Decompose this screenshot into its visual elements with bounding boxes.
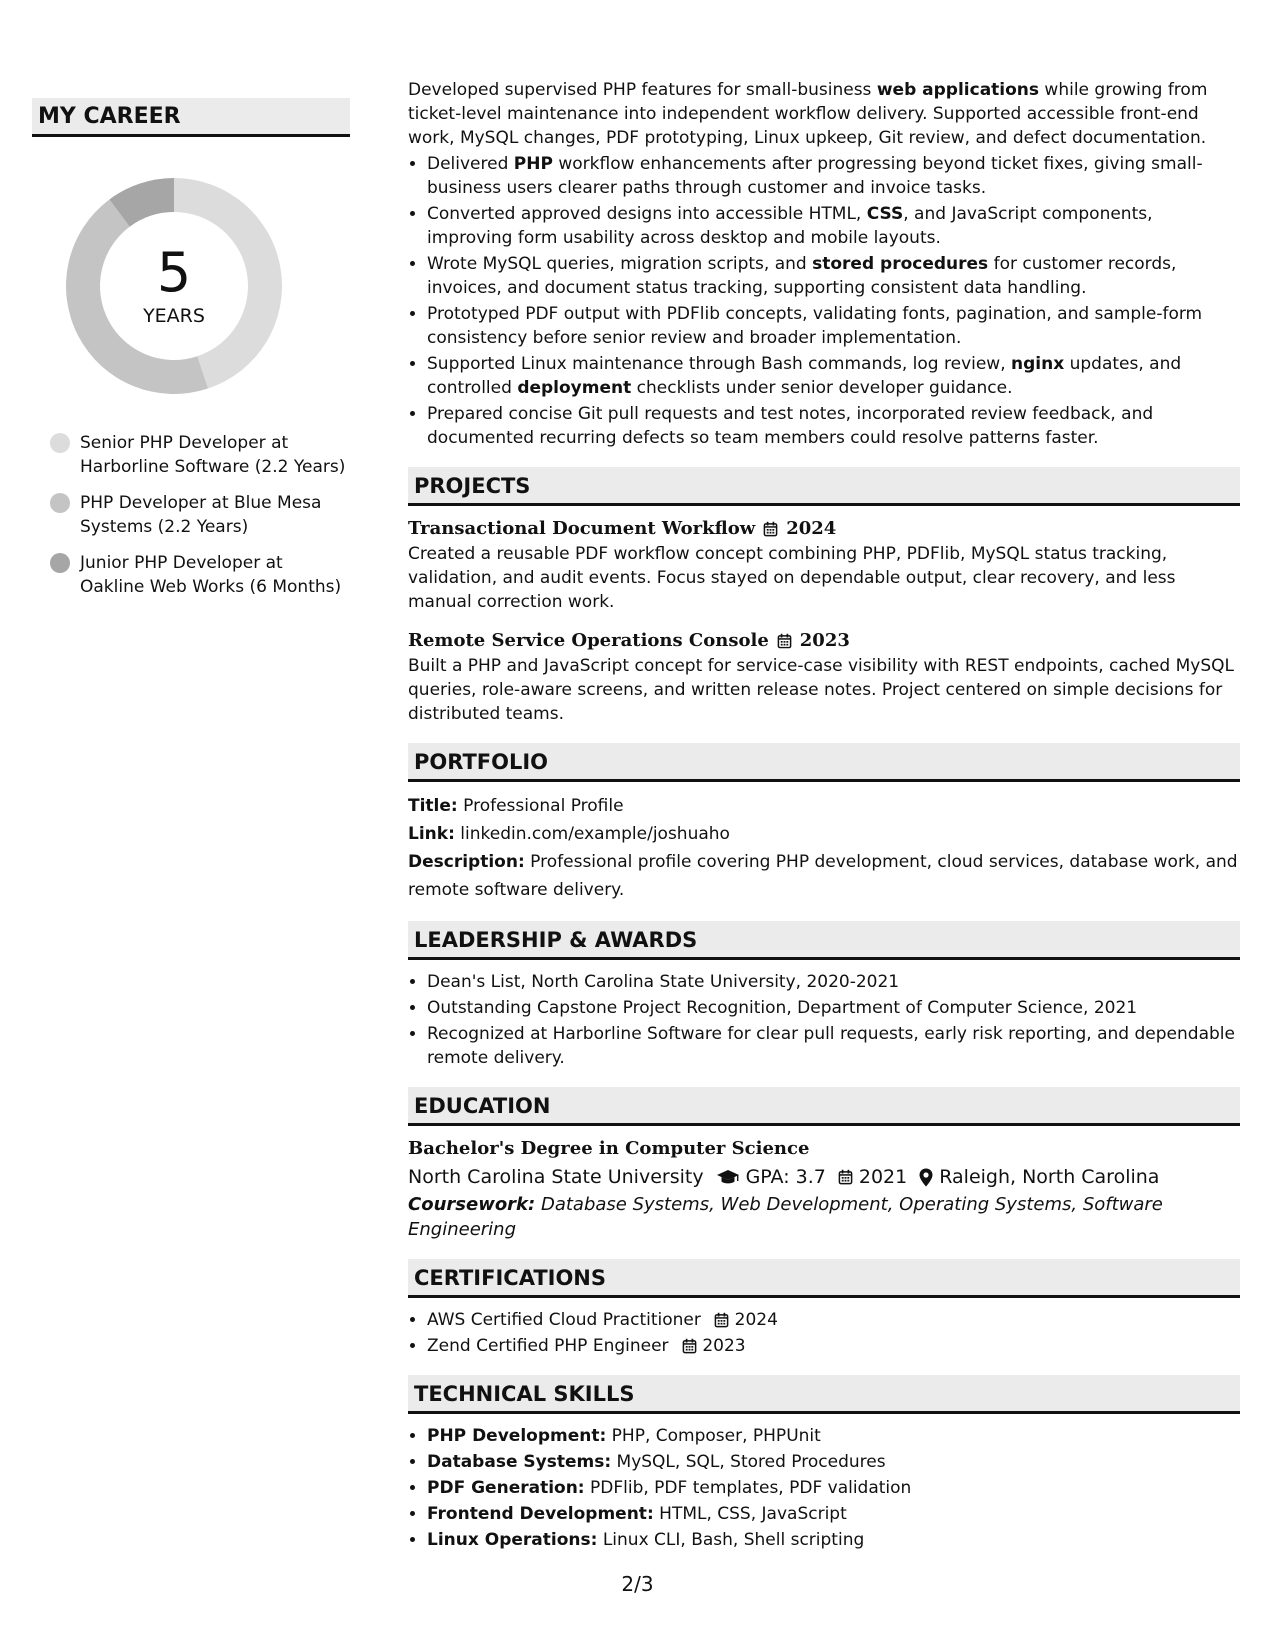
bullet-text: Prepared concise Git pull requests and test notes, incorporated review feedback, and documented recurring defects so team members could resolve patterns faster. — [427, 404, 1154, 448]
projects-section-title: PROJECTS — [408, 467, 1240, 506]
skill-item — [427, 1450, 1240, 1474]
certifications-list — [408, 1308, 1240, 1358]
calendar-icon — [682, 1338, 697, 1354]
award-item: • Dean's List, North Carolina State University, 2020-2021 — [427, 970, 1240, 994]
bullet-bold: deployment — [517, 378, 632, 398]
page-number: 2/3 — [621, 1572, 654, 1596]
calendar-icon — [777, 633, 792, 649]
education-section-title: EDUCATION — [408, 1087, 1240, 1126]
graduation-cap-icon — [716, 1169, 740, 1185]
school-location: Raleigh, North Carolina — [939, 1166, 1160, 1188]
bullet-text: Converted approved designs into accessible HTML, — [427, 204, 867, 224]
project-year: 2023 — [799, 630, 850, 651]
bullet-text: workflow enhancements after progressing beyond ticket fixes, giving small-business users clearer paths through customer and invoice tasks. — [427, 154, 1203, 198]
coursework — [408, 1192, 1240, 1242]
education-details — [408, 1162, 1240, 1192]
calendar-icon — [714, 1312, 729, 1328]
bullet-bold: PHP — [513, 154, 553, 174]
career-legend — [32, 431, 350, 599]
coursework-label: Coursework: — [408, 1194, 536, 1215]
legend-label: Junior PHP Developer at Oakline Web Works (6 Months) — [80, 553, 342, 597]
project-year: 2024 — [786, 518, 837, 539]
career-section-title: MY CAREER — [32, 98, 350, 137]
location-group — [919, 1168, 933, 1187]
certification-name: AWS Certified Cloud Practitioner — [427, 1310, 701, 1330]
certification-year: 2023 — [702, 1336, 746, 1356]
project-heading — [408, 628, 1240, 654]
graduation-year: 2021 — [858, 1166, 908, 1188]
skill-category: Frontend Development: — [427, 1504, 654, 1524]
legend-label: Senior PHP Developer at Harborline Software (2.2 Years) — [80, 433, 346, 477]
experience-bullet — [427, 202, 1240, 250]
project-description: Created a reusable PDF workflow concept combining PHP, PDFlib, MySQL status tracking, validation, and audit events. Focus stayed on dependable output, clear recovery, and less manual correction work. — [408, 544, 1176, 612]
bullet-bold: nginx — [1011, 354, 1065, 374]
bullet-text: checklists under senior developer guidance. — [631, 378, 1013, 398]
skill-values: PDFlib, PDF templates, PDF validation — [590, 1478, 912, 1498]
skill-item — [427, 1528, 1240, 1552]
bullet-text: Supported Linux maintenance through Bash commands, log review, — [427, 354, 1012, 374]
portfolio-description-row — [408, 848, 1240, 904]
career-donut-chart — [65, 177, 283, 395]
sidebar — [32, 98, 350, 611]
map-pin-icon — [919, 1168, 933, 1187]
bullet-bold: CSS — [866, 204, 904, 224]
skill-values: MySQL, SQL, Stored Procedures — [616, 1452, 886, 1472]
gpa-group — [716, 1169, 740, 1185]
skills-section-title: TECHNICAL SKILLS — [408, 1375, 1240, 1414]
certification-year: 2024 — [734, 1310, 778, 1330]
legend-item — [32, 431, 350, 479]
skill-item — [427, 1502, 1240, 1526]
bullet-text: Prototyped PDF output with PDFlib concepts, validating fonts, pagination, and sample-form consistency before senior review and broader implementation. — [427, 304, 1203, 348]
skill-category: Database Systems: — [427, 1452, 612, 1472]
main-column — [408, 78, 1240, 1554]
field-label: Title: — [408, 796, 458, 816]
bullet-text: updates, and controlled — [427, 354, 1182, 398]
degree-title: Bachelor's Degree in Computer Science — [408, 1138, 810, 1159]
portfolio-description: Professional profile covering PHP development, cloud services, database work, and remote software delivery. — [408, 852, 1238, 900]
portfolio-section-title: PORTFOLIO — [408, 743, 1240, 782]
skill-item — [427, 1424, 1240, 1448]
skills-list — [408, 1424, 1240, 1552]
portfolio-link[interactable]: linkedin.com/example/joshuaho — [460, 824, 730, 844]
experience-bullet — [427, 352, 1240, 400]
calendar-icon — [838, 1169, 853, 1185]
skill-values: PHP, Composer, PHPUnit — [611, 1426, 821, 1446]
skill-item — [427, 1476, 1240, 1500]
legend-dot — [50, 433, 70, 453]
project-description: Built a PHP and JavaScript concept for service-case visibility with REST endpoints, cached MySQL queries, role-aware screens, and written release notes. Project centered on simple decisions for distributed teams. — [408, 656, 1234, 724]
awards-section-title: LEADERSHIP & AWARDS — [408, 921, 1240, 960]
award-item: • Recognized at Harborline Software for clear pull requests, early risk reporting, and dependable remote delivery. — [427, 1022, 1240, 1070]
gpa: GPA: 3.7 — [745, 1166, 826, 1188]
field-label: Description: — [408, 852, 525, 872]
experience-bullets — [408, 152, 1240, 450]
field-label: Link: — [408, 824, 455, 844]
portfolio-title-row — [408, 792, 1240, 820]
bullet-text: Delivered — [427, 154, 514, 174]
experience-summary — [408, 78, 1240, 150]
skill-category: Linux Operations: — [427, 1530, 598, 1550]
experience-bullet — [427, 152, 1240, 200]
summary-text: while growing from ticket-level maintenance into independent workflow delivery. Supported accessible front-end work, MySQL changes, PDF prototyping, Linux upkeep, Git review, and defect documentation. — [408, 80, 1208, 148]
legend-dot — [50, 553, 70, 573]
bullet-text: Wrote MySQL queries, migration scripts, and — [427, 254, 813, 274]
donut-center — [65, 177, 283, 395]
legend-item — [32, 551, 350, 599]
certification-item — [427, 1308, 1240, 1332]
summary-text: Developed supervised PHP features for small-business — [408, 80, 877, 100]
legend-dot — [50, 493, 70, 513]
certifications-section-title: CERTIFICATIONS — [408, 1259, 1240, 1298]
summary-bold: web applications — [876, 80, 1040, 100]
skill-values: HTML, CSS, JavaScript — [659, 1504, 847, 1524]
experience-bullet — [427, 252, 1240, 300]
portfolio-link-row — [408, 820, 1240, 848]
bullet-text: for customer records, invoices, and document status tracking, supporting consistent data handling. — [427, 254, 1177, 298]
skill-category: PHP Development: — [427, 1426, 607, 1446]
bullet-bold: stored procedures — [812, 254, 989, 274]
award-item: • Outstanding Capstone Project Recognition, Department of Computer Science, 2021 — [427, 996, 1240, 1020]
legend-label: PHP Developer at Blue Mesa Systems (2.2 Years) — [80, 493, 322, 537]
years-number: 5 — [156, 241, 192, 304]
experience-bullet — [427, 302, 1240, 350]
project-name: Transactional Document Workflow — [408, 518, 756, 539]
experience-bullet — [427, 402, 1240, 450]
school-name: North Carolina State University — [408, 1166, 704, 1188]
years-label: YEARS — [143, 305, 205, 327]
portfolio-title-value: Professional Profile — [463, 796, 624, 816]
project-heading — [408, 516, 1240, 542]
project-name: Remote Service Operations Console — [408, 630, 769, 651]
coursework-list: Database Systems, Web Development, Operating Systems, Software Engineering — [408, 1194, 1163, 1240]
certification-item — [427, 1334, 1240, 1358]
skill-category: PDF Generation: — [427, 1478, 585, 1498]
skill-values: Linux CLI, Bash, Shell scripting — [602, 1530, 865, 1550]
certification-name: Zend Certified PHP Engineer — [427, 1336, 669, 1356]
legend-item — [32, 491, 350, 539]
calendar-icon — [763, 521, 778, 537]
bullet-text: , and JavaScript components, improving form usability across desktop and mobile layouts. — [427, 204, 1153, 248]
awards-list — [408, 970, 1240, 1070]
year-group — [838, 1169, 853, 1185]
